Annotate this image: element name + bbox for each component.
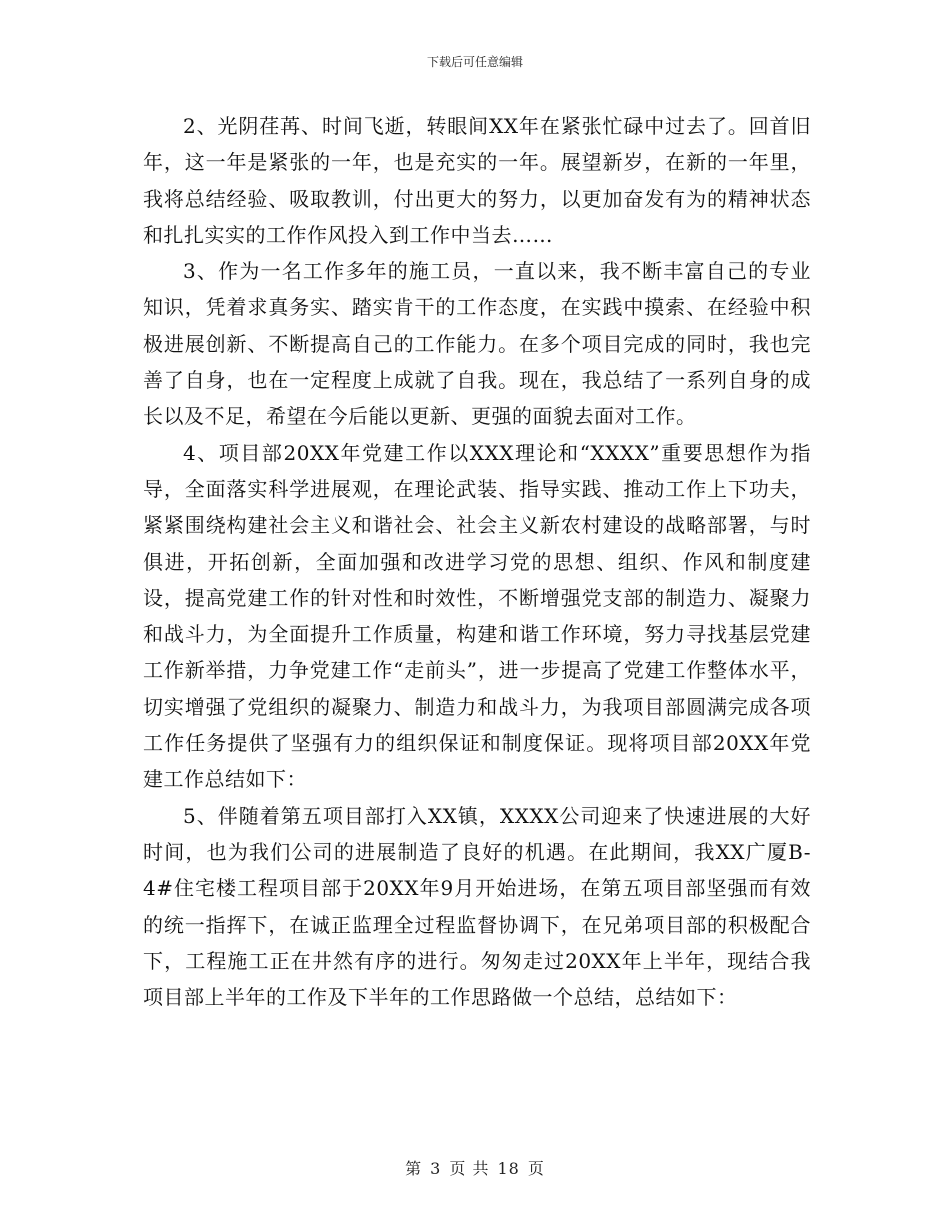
page-footer <box>0 1156 950 1179</box>
paragraph-4: 4、项目部20XX年党建工作以XXX理论和“XXXX”重要思想作为指导，全面落实科学进展观，在理论武装、指导实践、推动工作上下功夫，紧紧围绕构建社会主义和谐社会、社会主义新农村建设的战略部署，与时俱进，开拓创新，全面加强和改进学习党的思想、组织、作风和制度建设，提高党建工作的针对性和时效性，不断增强党支部的制造力、凝聚力和战斗力，为全面提升工作质量，构建和谐工作环境，努力寻找基层党建工作新举措，力争党建工作“走前头”，进一步提高了党建工作整体水平，切实增强了党组织的凝聚力、制造力和战斗力，为我项目部圆满完成各项工作任务提供了坚强有力的组织保证和制度保证。现将项目部20XX年党建工作总结如下： <box>143 440 811 792</box>
footer-suffix: 页 <box>527 1159 545 1178</box>
header-note: 下载后可任意编辑 <box>426 55 523 69</box>
footer-prefix: 第 <box>405 1159 423 1178</box>
total-pages-number: 18 <box>497 1159 520 1178</box>
current-page-number: 3 <box>430 1159 442 1178</box>
document-body <box>143 108 811 1015</box>
paragraph-5: 5、伴随着第五项目部打入XX镇，XXXX公司迎来了快速进展的大好时间，也为我们公司的进展制造了良好的机遇。在此期间，我XX广厦B-4#住宅楼工程项目部于20XX年9月开始进场，在第五项目部坚强而有效的统一指挥下，在诚正监理全过程监督协调下，在兄弟项目部的积极配合下，工程施工正在井然有序的进行。匆匆走过20XX年上半年，现结合我项目部上半年的工作及下半年的工作思路做一个总结，总结如下： <box>143 803 811 1010</box>
footer-middle: 页 共 <box>449 1159 490 1178</box>
paragraph-3: 3、作为一名工作多年的施工员，一直以来，我不断丰富自己的专业知识，凭着求真务实、踏实肯干的工作态度，在实践中摸索、在经验中积极进展创新、不断提高自己的工作能力。在多个项目完成的同时，我也完善了自身，也在一定程度上成就了自我。现在，我总结了一系列自身的成长以及不足，希望在今后能以更新、更强的面貌去面对工作。 <box>143 259 811 429</box>
paragraph-2: 2、光阴荏苒、时间飞逝，转眼间XX年在紧张忙碌中过去了。回首旧年，这一年是紧张的一年，也是充实的一年。展望新岁，在新的一年里，我将总结经验、吸取教训，付出更大的努力，以更加奋发有为的精神状态和扎扎实实的工作作风投入到工作中当去…… <box>143 114 811 247</box>
